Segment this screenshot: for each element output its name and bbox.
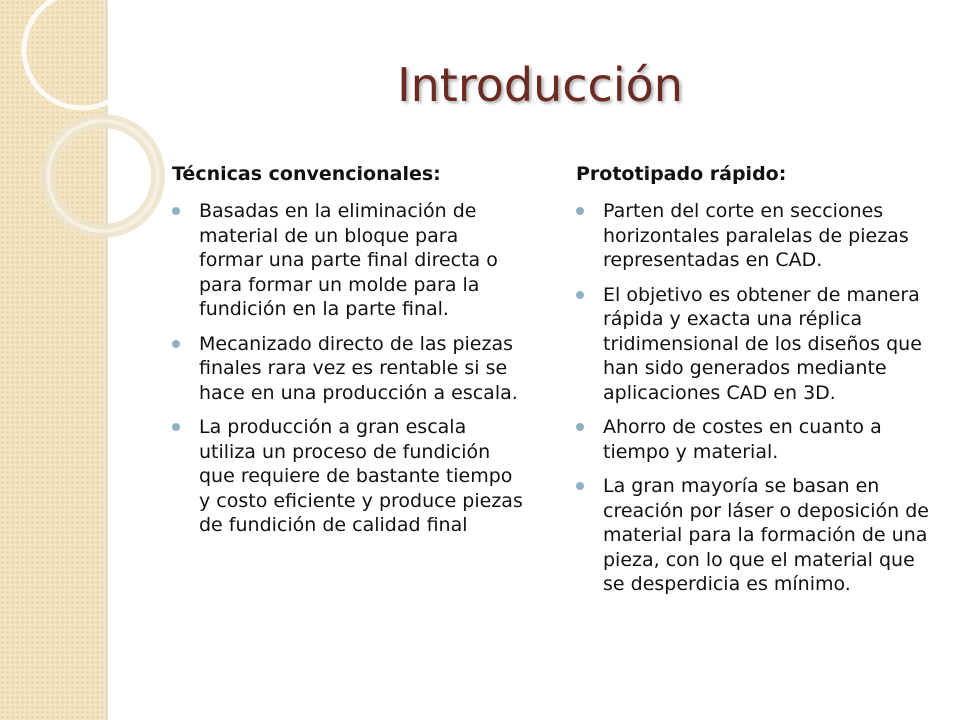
list-item — [576, 474, 936, 597]
list-item — [172, 199, 527, 322]
list-item — [576, 199, 936, 273]
bullet-text: Ahorro de costes en cuanto a tiempo y material. — [603, 416, 882, 463]
list-item — [172, 415, 527, 538]
bullet-text: Mecanizado directo de las piezas finales rara vez es rentable si se hace en una producción a escala. — [199, 332, 518, 404]
right-bullet-list — [576, 199, 936, 597]
left-bullet-list — [172, 199, 527, 538]
right-column-heading: Prototipado rápido: — [576, 163, 787, 185]
decorative-circles-icon — [0, 0, 200, 260]
bullet-text: Basadas en la eliminación de material de un bloque para formar una parte final directa o para formar un molde para la fundición en la parte final. — [199, 200, 498, 320]
bullet-dot-icon — [576, 207, 584, 215]
bullet-dot-icon — [576, 423, 584, 431]
bullet-dot-icon — [172, 340, 180, 348]
bullet-dot-icon — [576, 291, 584, 299]
slide-title: Introducción — [397, 58, 683, 112]
list-item — [172, 332, 527, 406]
bullet-text: La producción a gran escala utiliza un proceso de fundición que requiere de bastante tiempo y costo eficiente y produce piezas de fundición de calidad final — [199, 416, 523, 536]
right-column — [576, 163, 936, 607]
bullet-text: La gran mayoría se basan en creación por láser o deposición de material para la formación de una pieza, con lo que el material que se desperdicia es mínimo. — [603, 475, 929, 595]
left-column — [172, 163, 527, 548]
bullet-text: Parten del corte en secciones horizontales paralelas de piezas representadas en CAD. — [603, 200, 909, 271]
bullet-dot-icon — [172, 423, 180, 431]
bullet-dot-icon — [172, 207, 180, 215]
left-column-heading: Técnicas convencionales: — [172, 163, 441, 185]
bullet-text: El objetivo es obtener de manera rápida y exacta una réplica tridimensional de los diseños que han sido generados mediante aplicaciones CAD en 3D. — [603, 283, 922, 404]
bullet-dot-icon — [576, 482, 584, 490]
list-item — [576, 415, 936, 464]
list-item — [576, 283, 936, 406]
